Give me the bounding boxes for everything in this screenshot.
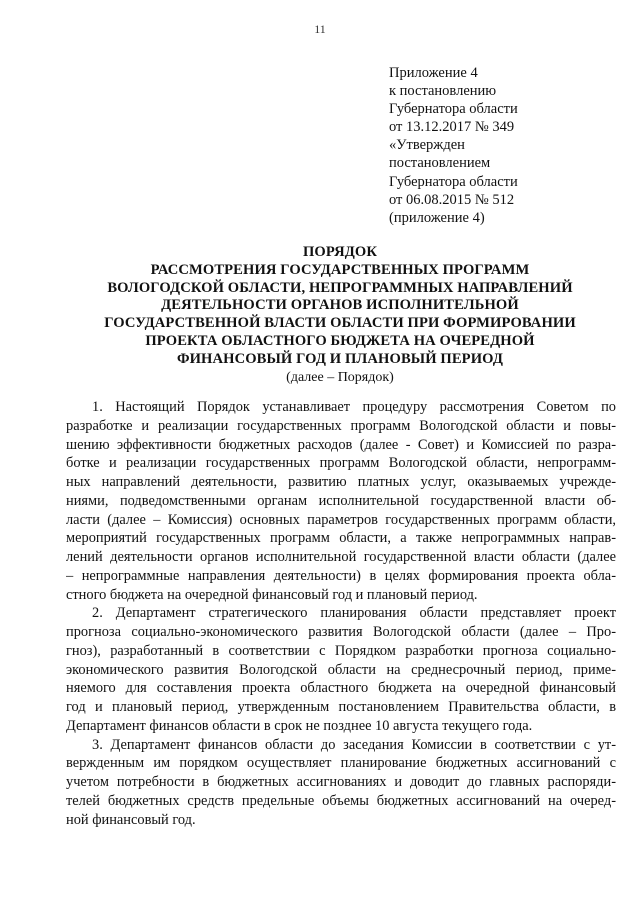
- title-line: ГОСУДАРСТВЕННОЙ ВЛАСТИ ОБЛАСТИ ПРИ ФОРМИРОВАНИИ: [104, 315, 576, 332]
- body-line: вержденным им порядком осуществляет планирование бюджетных ассигнований с: [66, 755, 616, 772]
- appendix-line: Губернатора области: [389, 101, 518, 118]
- document-body: [66, 398, 616, 829]
- body-line: прогноза социально-экономического развития Вологодской области (далее – Про-: [66, 624, 616, 640]
- title-line: ПОРЯДОК: [302, 244, 378, 260]
- page-number: 11: [314, 22, 326, 36]
- title-line: РАССМОТРЕНИЯ ГОСУДАРСТВЕННЫХ ПРОГРАММ: [150, 261, 530, 278]
- body-line: 1. Настоящий Порядок устанавливает процедуру рассмотрения Советом по: [92, 399, 616, 415]
- title-line: ВОЛОГОДСКОЙ ОБЛАСТИ, НЕПРОГРАММНЫХ НАПРАВЛЕНИЙ: [107, 279, 573, 296]
- body-line: ниями, подведомственными органам исполнительной государственной власти об-: [66, 492, 616, 509]
- body-line: ласти (далее – Комиссия) основных параметров государственных программ области,: [66, 511, 616, 528]
- title-line: ФИНАНСОВЫЙ ГОД И ПЛАНОВЫЙ ПЕРИОД: [176, 350, 504, 367]
- appendix-line: Приложение 4: [389, 65, 478, 81]
- appendix-line: к постановлению: [389, 83, 497, 100]
- title-line: ПРОЕКТА ОБЛАСТНОГО БЮДЖЕТА НА ОЧЕРЕДНОЙ: [145, 332, 535, 349]
- body-line: шению эффективности бюджетных расходов (далее - Совет) и Комиссией по разра-: [66, 436, 616, 453]
- body-line: ной финансовый год.: [66, 811, 196, 828]
- body-line: ботке и реализации государственных программ Вологодской области, непрограмм-: [66, 455, 616, 472]
- appendix-line: постановлением: [389, 155, 491, 172]
- body-line: разработке и реализации государственных программ Вологодской области и повы-: [66, 417, 616, 434]
- body-line: мероприятий государственных программ области, а также непрограммных направ-: [66, 530, 616, 547]
- title-subtitle: (далее – Порядок): [286, 369, 394, 385]
- appendix-line: (приложение 4): [389, 209, 485, 226]
- body-line: телей бюджетных средств предельные объемы бюджетных ассигнований на очеред-: [66, 792, 616, 809]
- body-line: Департамент финансов области в срок не позднее 10 августа текущего года.: [66, 717, 533, 734]
- document-title: [60, 244, 620, 386]
- body-line: няемого для составления проекта областного бюджета на очередной финансовый: [66, 680, 616, 697]
- body-line: стного бюджета на очередной финансовый год и плановый период.: [66, 586, 478, 603]
- body-line: 3. Департамент финансов области до заседания Комиссии в соответствии с ут-: [92, 736, 616, 753]
- body-line: лений деятельности органов исполнительной государственной власти области (далее: [66, 549, 616, 565]
- appendix-line: от 06.08.2015 № 512: [389, 191, 515, 208]
- appendix-reference: [389, 64, 609, 227]
- body-line: гноз), разработанный в соответствии с Порядком разработки прогноза социально-: [66, 642, 616, 659]
- appendix-line: «Утвержден: [389, 137, 465, 154]
- body-line: – непрограммные направления деятельности) в целях формирования проекта обла-: [66, 567, 616, 584]
- body-line: экономического развития Вологодской области на среднесрочный период, приме-: [66, 661, 616, 678]
- title-line: ДЕЯТЕЛЬНОСТИ ОРГАНОВ ИСПОЛНИТЕЛЬНОЙ: [161, 297, 519, 314]
- body-line: 2. Департамент стратегического планирования области представляет проект: [92, 605, 616, 622]
- appendix-line: Губернатора области: [389, 173, 518, 190]
- body-line: учетом потребности в бюджетных ассигнованиях и доводит до главных распоряди-: [66, 774, 616, 790]
- body-line: год и плановый период, утвержденным постановлением Правительства области, в: [66, 699, 616, 715]
- body-line: ных направлений деятельности, развитию платных услуг, оказываемых учрежде-: [66, 474, 616, 490]
- appendix-line: от 13.12.2017 № 349: [389, 119, 515, 136]
